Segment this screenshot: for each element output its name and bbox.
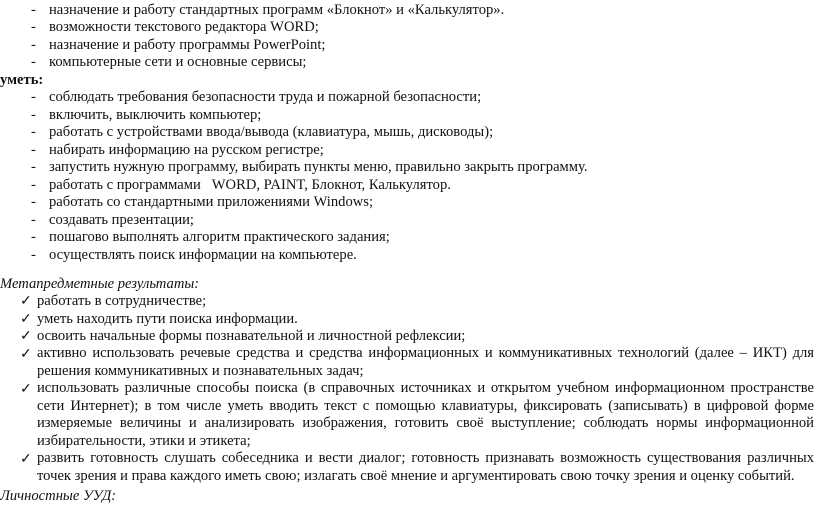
checkmark-icon: ✓ xyxy=(20,382,32,397)
dash-bullet: - xyxy=(31,107,36,123)
list-item-text: осуществлять поиск информации на компьютере. xyxy=(49,247,357,263)
dash-bullet: - xyxy=(31,159,36,175)
list-item-text: соблюдать требования безопасности труда и пожарной безопасности; xyxy=(49,89,482,105)
check-item-text: уметь находить пути поиска информации. xyxy=(37,311,298,327)
list-item-text: запустить нужную программу, выбирать пункты меню, правильно закрыть программу. xyxy=(49,159,588,175)
dash-bullet: - xyxy=(31,212,36,228)
dash-bullet: - xyxy=(31,54,36,70)
dash-bullet: - xyxy=(31,19,36,35)
dash-bullet: - xyxy=(31,2,36,18)
dash-bullet: - xyxy=(31,89,36,105)
dash-bullet: - xyxy=(31,177,36,193)
section-heading-personal: Личностные УУД: xyxy=(0,488,117,504)
list-item-text: работать с устройствами ввода/вывода (клавиатура, мышь, дисководы); xyxy=(49,124,494,140)
list-item-text: работать с программами WORD, PAINT, Блокнот, Калькулятор. xyxy=(49,177,451,193)
list-item-text: работать со стандартными приложениями Windows; xyxy=(49,194,374,210)
list-item-text: набирать информацию на русском регистре; xyxy=(49,142,324,158)
list-item-text: компьютерные сети и основные сервисы; xyxy=(49,54,307,70)
checkmark-icon: ✓ xyxy=(20,312,32,327)
dash-bullet: - xyxy=(31,37,36,53)
dash-bullet: - xyxy=(31,229,36,245)
dash-bullet: - xyxy=(31,124,36,140)
list-item-text: включить, выключить компьютер; xyxy=(49,107,262,123)
dash-bullet: - xyxy=(31,194,36,210)
check-item-text: освоить начальные формы познавательной и личностной рефлексии; xyxy=(37,328,466,344)
check-item-text: развить готовность слушать собеседника и вести диалог; готовность признавать возможность существования различных точек зрения и права каждого иметь свою; излагать своё мнение и аргументировать свою точку зрения и оценку событий. xyxy=(37,450,814,484)
check-item-text: активно использовать речевые средства и средства информационных и коммуникативных технологий (далее – ИКТ) для решения коммуникативных и познавательных задач; xyxy=(37,345,814,379)
checkmark-icon: ✓ xyxy=(20,294,32,309)
list-item-text: создавать презентации; xyxy=(49,212,194,228)
check-item-text: работать в сотрудничестве; xyxy=(37,293,207,309)
checkmark-icon: ✓ xyxy=(20,329,32,344)
list-item-text: назначение и работу стандартных программ «Блокнот» и «Калькулятор». xyxy=(49,2,505,18)
checkmark-icon: ✓ xyxy=(20,347,32,362)
check-item-text: использовать различные способы поиска (в справочных источниках и открытом учебном информационном пространстве сети Интернет); в том числе уметь вводить текст с помощью клавиатуры, фиксировать (записывать) в цифровой форме измеряемые величины и анализировать изображения, готовить своё выступление; соблюдать нормы информационной избирательности, этики и этикета; xyxy=(37,380,814,449)
list-item-text: пошагово выполнять алгоритм практического задания; xyxy=(49,229,390,245)
dash-bullet: - xyxy=(31,142,36,158)
list-item-text: возможности текстового редактора WORD; xyxy=(49,19,319,35)
section-heading-meta: Метапредметные результаты: xyxy=(0,276,200,292)
checkmark-icon: ✓ xyxy=(20,452,32,467)
list-item-text: назначение и работу программы PowerPoint; xyxy=(49,37,326,53)
dash-bullet: - xyxy=(31,247,36,263)
section-heading-umet: уметь: xyxy=(0,72,44,88)
